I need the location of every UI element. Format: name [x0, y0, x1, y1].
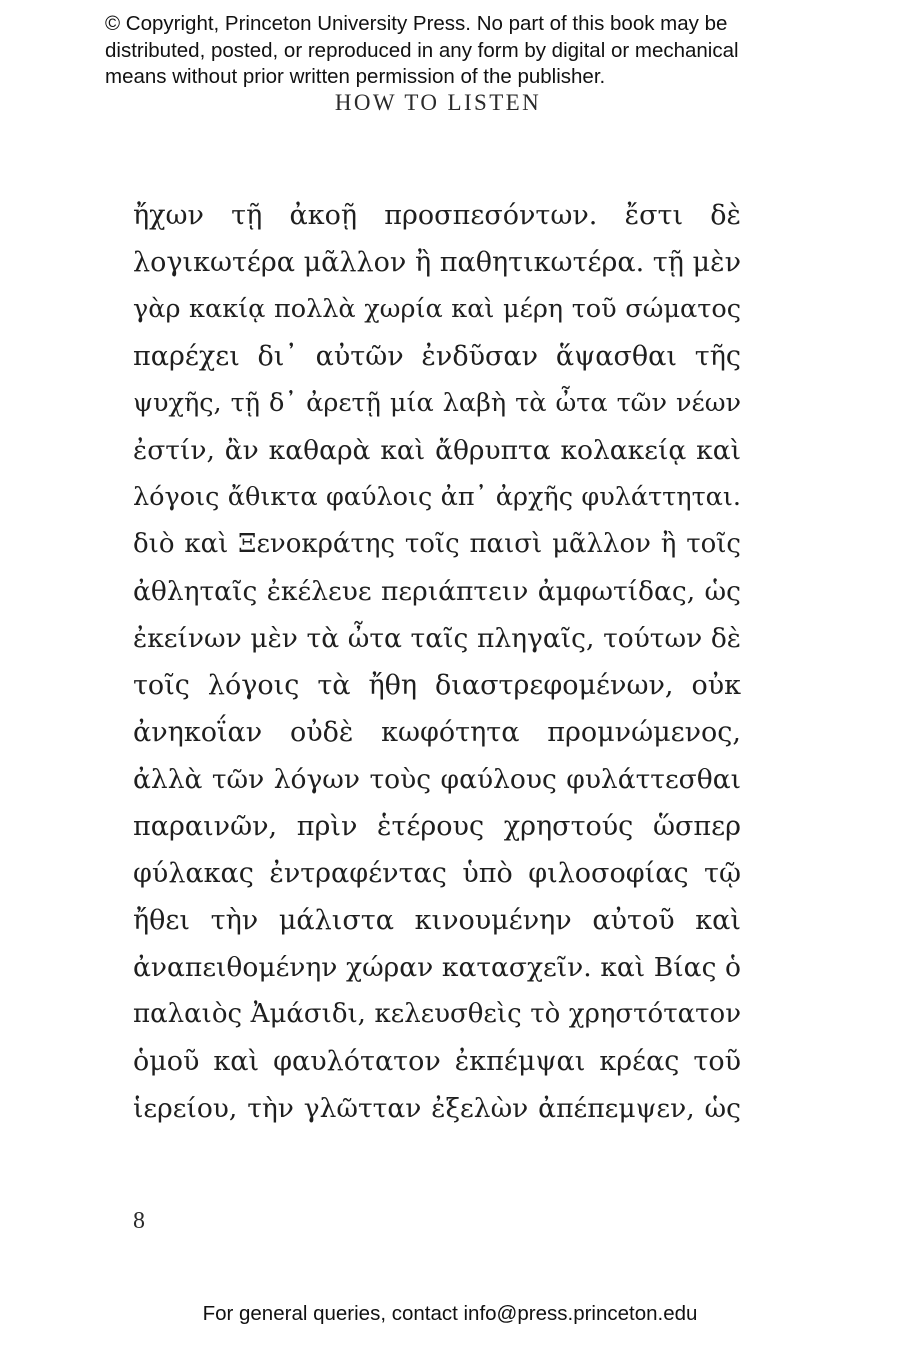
text-line: γὰρ κακίᾳ πολλὰ χωρία καὶ μέρη τοῦ σώματος [133, 294, 741, 324]
greek-text-block [133, 192, 741, 1132]
text-line: ἐστίν, ἂν καθαρὰ καὶ ἄθρυπτα κολακείᾳ καὶ [133, 435, 741, 466]
copyright-line: distributed, posted, or reproduced in any form by digital or mechanical [105, 38, 739, 62]
text-line: ἀνηκοΐαν οὐδὲ κωφότητα προμνώμενος, [133, 717, 741, 748]
text-line: φύλακας ἐντραφέντας ὑπὸ φιλοσοφίας τῷ [133, 858, 741, 889]
text-line: ψυχῆς, τῇ δ᾽ ἀρετῇ μία λαβὴ τὰ ὦτα τῶν νέων [133, 388, 741, 418]
text-line: ἀθληταῖς ἐκέλευε περιάπτειν ἀμφωτίδας, ὡς [133, 576, 741, 607]
text-line: ἤθει τὴν μάλιστα κινουμένην αὐτοῦ καὶ [133, 905, 741, 936]
text-line: παραινῶν, πρὶν ἑτέρους χρηστούς ὥσπερ [133, 811, 741, 842]
text-line: ἐκείνων μὲν τὰ ὦτα ταῖς πληγαῖς, τούτων δὲ [133, 623, 741, 654]
text-line: λόγοις ἄθικτα φαύλοις ἀπ᾽ ἀρχῆς φυλάττηται. [133, 482, 741, 512]
page-number: 8 [133, 1208, 145, 1234]
text-line: ὁμοῦ καὶ φαυλότατον ἐκπέμψαι κρέας τοῦ [133, 1046, 741, 1077]
text-line: ἀναπειθομένην χώραν κατασχεῖν. καὶ Βίας ὁ [133, 952, 741, 983]
copyright-line: © Copyright, Princeton University Press. No part of this book may be [105, 12, 728, 35]
text-line: ἤχων τῇ ἀκοῇ προσπεσόντων. ἔστι δὲ [133, 200, 741, 231]
text-line: παρέχει δι᾽ αὐτῶν ἐνδῦσαν ἅψασθαι τῆς [133, 341, 741, 372]
footer-contact: For general queries, contact info@press.princeton.edu [202, 1302, 698, 1325]
running-head: HOW TO LISTEN [334, 90, 542, 115]
text-line: ἱερείου, τὴν γλῶτταν ἐξελὼν ἀπέπεμψεν, ὡς [133, 1093, 741, 1124]
copyright-line: means without prior written permission of the publisher. [105, 65, 606, 88]
text-line: παλαιὸς Ἀμάσιδι, κελευσθεὶς τὸ χρηστότατον [133, 999, 741, 1029]
text-line: τοῖς λόγοις τὰ ἤθη διαστρεφομένων, οὐκ [133, 670, 741, 701]
text-line: διὸ καὶ Ξενοκράτης τοῖς παισὶ μᾶλλον ἢ τοῖς [133, 529, 741, 559]
text-line: λογικωτέρα μᾶλλον ἢ παθητικωτέρα. τῇ μὲν [133, 247, 741, 278]
text-line: ἀλλὰ τῶν λόγων τοὺς φαύλους φυλάττεσθαι [133, 764, 741, 795]
copyright-notice [105, 11, 825, 91]
